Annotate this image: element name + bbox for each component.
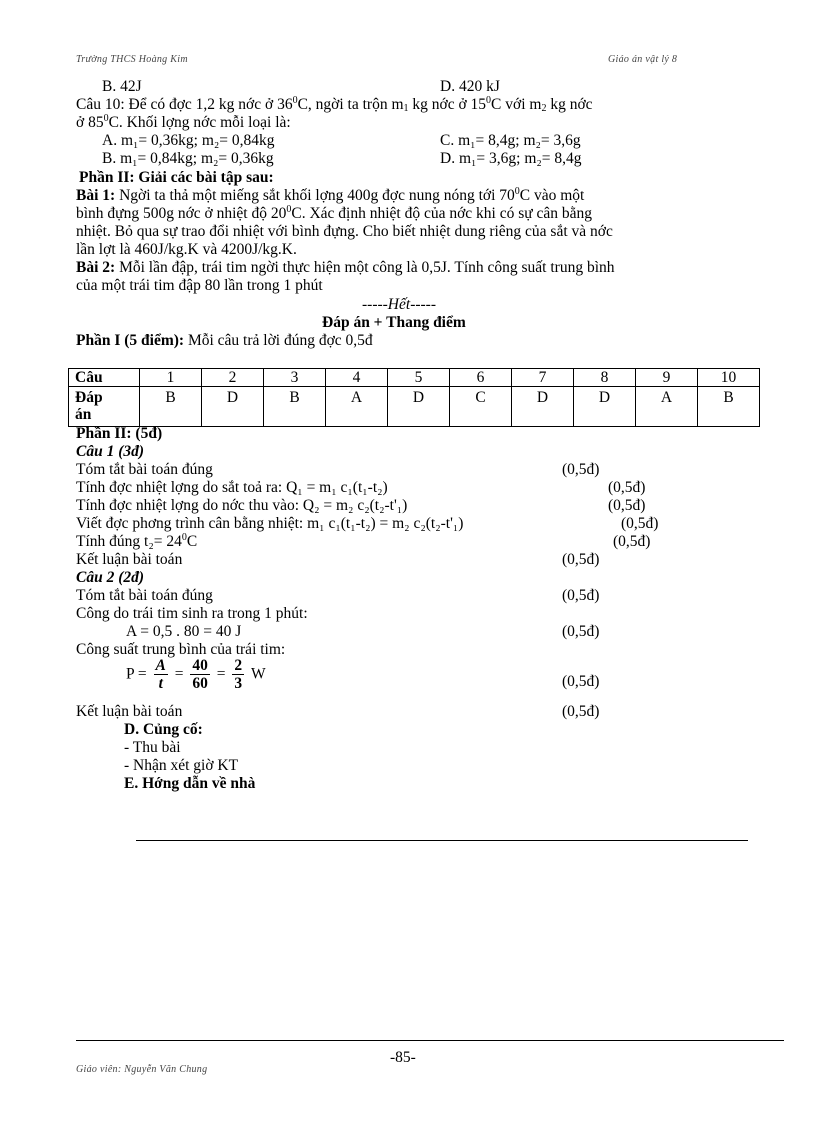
header-school: Trường THCS Hoàng Kim bbox=[76, 54, 188, 65]
prev-option-b: B. 42J bbox=[102, 78, 142, 95]
table-cell-answer: B bbox=[698, 387, 760, 427]
table-header-dap-an: Đáp án bbox=[69, 387, 140, 427]
power-formula: P = $\frac{A}{t}$ = $\frac{40}{60}$ = $\frac{2}{3}$ W bbox=[126, 657, 266, 692]
cau1-line2: Tính đợc nhiệt lợng do sắt toả ra: Q₁ = m₁ c₁(t₁-t₂) bbox=[76, 479, 388, 496]
table-row bbox=[69, 369, 760, 387]
part2-title: Phần II: Giải các bài tập sau: bbox=[79, 169, 274, 186]
bai1-line1: Bài 1: Ngời ta thả một miếng sắt khối lợng 400g đợc nung nóng tới $70^0C$ vào một bbox=[76, 186, 585, 204]
section-e-title: E. Hớng dẫn về nhà bbox=[124, 775, 256, 792]
cau1-line1: Tóm tắt bài toán đúng bbox=[76, 461, 213, 478]
cau10-option-d: D. m₁= 3,6g; m₂= 8,4g bbox=[440, 150, 582, 167]
table-cell-number: 8 bbox=[574, 369, 636, 387]
bai2-line2: của một trái tim đập 80 lần trong 1 phút bbox=[76, 277, 323, 294]
end-mark: -----Hết----- bbox=[362, 296, 436, 313]
cau1-line6: Kết luận bài toán bbox=[76, 551, 183, 568]
table-cell-number: 9 bbox=[636, 369, 698, 387]
cau2-line6: Kết luận bài toán bbox=[76, 703, 183, 720]
fraction: $\frac{A}{t}$ bbox=[155, 657, 166, 692]
header-subject: Giáo án vật lý 8 bbox=[608, 54, 678, 65]
table-cell-answer: C bbox=[450, 387, 512, 427]
table-header-cau: Câu bbox=[69, 369, 140, 387]
score: (0,5đ) bbox=[562, 673, 600, 690]
cau1-line5: Tính đúng $t_2= 24^0C$ bbox=[76, 532, 198, 550]
table-row bbox=[69, 387, 760, 427]
cau10-option-b: B. m₁= 0,84kg; m₂= 0,36kg bbox=[102, 150, 274, 167]
table-cell-number: 10 bbox=[698, 369, 760, 387]
table-cell-number: 5 bbox=[388, 369, 450, 387]
footer-divider bbox=[76, 1040, 784, 1041]
section-d-item: - Nhận xét giờ KT bbox=[124, 757, 239, 774]
score: (0,5đ) bbox=[608, 479, 646, 496]
table-cell-number: 4 bbox=[326, 369, 388, 387]
cau2-title: Câu 2 (2đ) bbox=[76, 569, 145, 586]
score: (0,5đ) bbox=[562, 623, 600, 640]
fraction: $\frac{40}{60}$ bbox=[192, 657, 208, 692]
part1-answer: Phần I (5 điểm): Mỗi câu trả lời đúng đợc 0,5đ bbox=[76, 332, 373, 349]
table-cell-number: 3 bbox=[264, 369, 326, 387]
table-cell-number: 1 bbox=[140, 369, 202, 387]
table-cell-number: 2 bbox=[202, 369, 264, 387]
bai1-line4: lần lợt là 460J/kg.K và 4200J/kg.K. bbox=[76, 241, 297, 258]
footer-author: Giáo viên: Nguyễn Văn Chung bbox=[76, 1064, 208, 1075]
bai1-line2: bình đựng 500g nớc ở nhiệt độ $20^0C$. Xác định nhiệt độ của nớc khi có sự cân bằng bbox=[76, 204, 593, 222]
table-cell-answer: D bbox=[202, 387, 264, 427]
table-cell-answer: A bbox=[326, 387, 388, 427]
section-d-title: D. Củng cố: bbox=[124, 721, 203, 738]
table-cell-number: 7 bbox=[512, 369, 574, 387]
cau1-title: Câu 1 (3đ) bbox=[76, 443, 145, 460]
table-cell-answer: A bbox=[636, 387, 698, 427]
answer-table bbox=[68, 368, 760, 427]
table-cell-answer: D bbox=[512, 387, 574, 427]
score: (0,5đ) bbox=[621, 515, 659, 532]
score: (0,5đ) bbox=[562, 461, 600, 478]
score: (0,5đ) bbox=[608, 497, 646, 514]
cau10-option-c: C. m₁= 8,4g; m₂= 3,6g bbox=[440, 132, 581, 149]
table-cell-answer: D bbox=[388, 387, 450, 427]
table-cell-answer: B bbox=[140, 387, 202, 427]
cau2-line4: Công suất trung bình của trái tim: bbox=[76, 641, 286, 658]
prev-option-d: D. 420 kJ bbox=[440, 78, 500, 95]
cau2-line1: Tóm tắt bài toán đúng bbox=[76, 587, 213, 604]
divider-line bbox=[136, 840, 748, 841]
cau10-line2: ở $85^0C$. Khối lợng nớc mỗi loại là: bbox=[76, 113, 291, 131]
cau10-line1: Câu 10: Để có đợc 1,2 kg nớc ở $36^0C$, ngời ta trộn $m_1$ kg nớc ở $15^0C$ với $m_2$ kg nớc bbox=[76, 95, 593, 114]
score: (0,5đ) bbox=[562, 703, 600, 720]
cau2-line2: Công do trái tim sinh ra trong 1 phút: bbox=[76, 605, 308, 622]
table-cell-answer: B bbox=[264, 387, 326, 427]
cau2-line3: A = 0,5 . 80 = 40 J bbox=[126, 623, 242, 640]
page-number: -85- bbox=[390, 1049, 416, 1066]
cau10-option-a: A. m₁= 0,36kg; m₂= 0,84kg bbox=[102, 132, 275, 149]
table-cell-answer: D bbox=[574, 387, 636, 427]
score: (0,5đ) bbox=[613, 533, 651, 550]
cau1-line3: Tính đợc nhiệt lợng do nớc thu vào: Q₂ = m₂ c₂(t₂-t'₁) bbox=[76, 497, 408, 514]
score: (0,5đ) bbox=[562, 587, 600, 604]
part2-answer-title: Phần II: (5đ) bbox=[76, 425, 163, 442]
bai1-line3: nhiệt. Bỏ qua sự trao đổi nhiệt với bình đựng. Cho biết nhiệt dung riêng của sắt và nớc bbox=[76, 223, 613, 240]
score: (0,5đ) bbox=[562, 551, 600, 568]
cau1-line4: Viết đợc phơng trình cân bằng nhiệt: m₁ c₁(t₁-t₂) = m₂ c₂(t₂-t'₁) bbox=[76, 515, 464, 532]
answer-title: Đáp án + Thang điểm bbox=[322, 314, 466, 331]
fraction: $\frac{2}{3}$ bbox=[234, 657, 243, 692]
bai2-line1: Bài 2: Mỗi lần đập, trái tim ngời thực hiện một công là 0,5J. Tính công suất trung bình bbox=[76, 259, 615, 276]
section-d-item: - Thu bài bbox=[124, 739, 181, 756]
table-cell-number: 6 bbox=[450, 369, 512, 387]
